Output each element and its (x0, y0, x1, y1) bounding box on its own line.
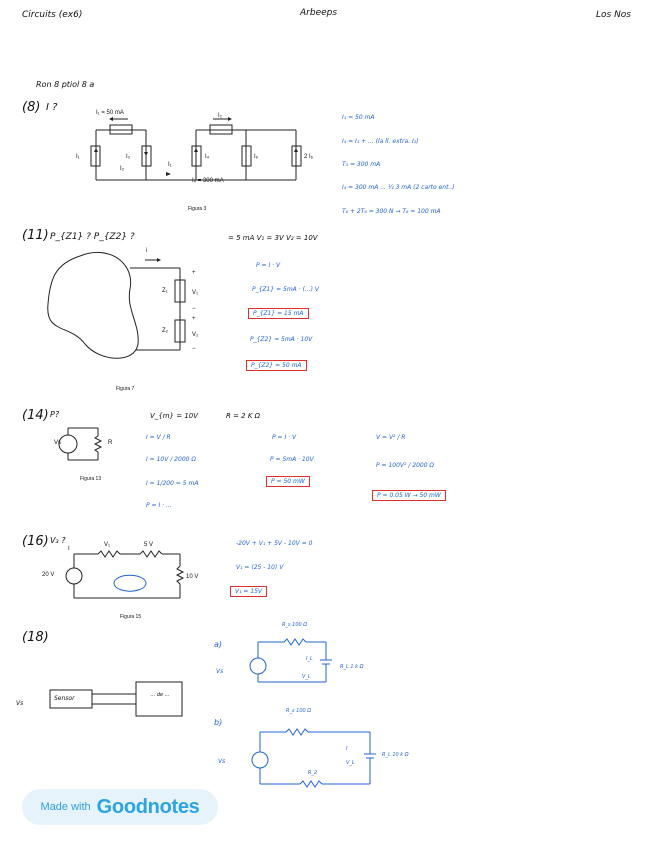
problem-number-8: (8) (22, 100, 41, 115)
label-minus-2: − (192, 346, 196, 352)
col3-14-2: P = 100V² / 2000 Ω (376, 462, 435, 469)
note-8-1: I₁ = 50 mA (342, 114, 375, 121)
note-16-1: -20V + V₁ + 5V - 10V = 0 (236, 540, 313, 547)
label-i4-value: I₄ = 300 mA (192, 178, 224, 184)
label-plus-1: + (192, 270, 196, 276)
label-20v-16: 20 V (42, 572, 55, 578)
col1-14-4: P = I · ... (146, 502, 172, 509)
label-i6: I₆ (254, 154, 259, 160)
given-11: = 5 mA V₁ = 3V V₂ = 10V (228, 234, 318, 242)
label-vl-18a: V_L (302, 674, 311, 680)
given-vs-14: V_{m} = 10V (150, 412, 199, 420)
label-r2-18b: R_2 (308, 770, 318, 776)
label-v1: V₁ (192, 290, 199, 296)
label-minus-1: − (192, 306, 196, 312)
label-i2: I₂ (120, 166, 124, 172)
label-rs-18b: R_s 100 Ω (286, 708, 312, 714)
label-z2: Z₂ (162, 328, 168, 334)
label-in: I₁ (168, 162, 172, 168)
header-left: Circuits (ex6) (22, 10, 83, 20)
label-vs-14: Vs (54, 440, 62, 446)
section-title: Ron 8 ptiol 8 a (36, 80, 95, 89)
note-8-4: I₄ = 300 mA ... ½ 3 mA (2 carto ent..) (342, 184, 455, 191)
label-vs-18a: Vs (216, 668, 224, 675)
col1-14-3: I = 1/200 = 5 mA (146, 480, 199, 487)
circuit-18a (240, 630, 370, 690)
col3-14-1: V = V² / R (376, 434, 406, 441)
problem-number-11: (11) (22, 228, 49, 243)
given-r-14: R = 2 K Ω (226, 412, 261, 420)
label-rs-18a: R_s 100 Ω (282, 622, 308, 628)
note-8-2: I₄ = I₁ + ... (la ll. extra. I₂) (342, 138, 419, 145)
subpart-a: a) (214, 640, 223, 649)
label-i-16: I (68, 546, 70, 552)
label-5v-16: 5 V (144, 542, 154, 548)
problem-number-14: (14) (22, 408, 49, 423)
circuit-figure-15 (60, 546, 200, 612)
label-10v-16: 10 V (186, 574, 199, 580)
subpart-b: b) (214, 718, 223, 727)
col2-14-2: P = 5mA · 10V (270, 456, 314, 463)
label-vs-18b: Vs (218, 758, 226, 765)
note-8-5: T₆ + 2T₆ = 300 N → T₆ = 100 mA (342, 208, 441, 215)
note-16-2: V₁ = (25 - 10) V (236, 564, 284, 571)
label-v1-16: V₁ (104, 542, 111, 548)
note-11-1: P = I · V (256, 262, 281, 269)
circuit-18b (240, 720, 390, 800)
col2-14-1: P = I · V (272, 434, 297, 441)
problem-number-16: (16) (22, 534, 49, 549)
answer-11-1: P_{Z1} = 15 mA (248, 308, 309, 319)
label-z1: Z₁ (162, 288, 168, 294)
label-r-14: R (108, 440, 113, 446)
figure-caption-13: Figura 13 (80, 476, 102, 482)
problem-question-8: I ? (46, 102, 58, 113)
header-right: Los Nos (596, 10, 631, 20)
label-i-11: i (146, 248, 148, 254)
problem-number-18: (18) (22, 630, 49, 645)
label-rl-18b: R_L 10 k Ω (382, 752, 409, 758)
circuit-figure-3 (70, 108, 310, 198)
label-2i6: 2 I₆ (304, 154, 314, 160)
col1-14-2: I = 10V / 2000 Ω (146, 456, 196, 463)
label-i4: I₄ (205, 154, 210, 160)
problem-question-16: V₃ ? (50, 536, 66, 545)
block-input: Vs (16, 700, 24, 707)
label-rl-18a: R_L 1 k Ω (340, 664, 364, 670)
note-11-2: P_{Z1} = 5mA · (...) V (252, 286, 319, 293)
block-sensor-label: Sensor (54, 695, 75, 702)
answer-14-1: P = 50 mW (266, 476, 310, 487)
figure-caption-7: Figura 7 (116, 386, 135, 392)
label-plus-2: + (192, 316, 196, 322)
label-i1-value: I₁ = 50 mA (96, 110, 124, 116)
made-with-label: Made with (40, 801, 91, 813)
label-vl-18b: V_L (346, 760, 355, 766)
circuit-figure-13 (46, 424, 116, 474)
goodnotes-watermark[interactable] (22, 789, 218, 825)
col1-14-1: I = V / R (146, 434, 171, 441)
label-il-18a: I_L (306, 656, 313, 662)
answer-14-2: P = 0.05 W → 50 mW (372, 490, 446, 501)
note-8-3: T₃ = 300 mA (342, 161, 381, 168)
block-output-label: ... de ... (150, 692, 170, 698)
answer-16: V₁ = 15V (230, 586, 267, 597)
label-i1: I₁ (76, 154, 80, 160)
problem-question-11: P_{Z1} ? P_{Z2} ? (50, 232, 135, 242)
figure-caption-3: Figura 3 (188, 206, 207, 212)
note-11-3: P_{Z2} = 5mA · 10V (250, 336, 313, 343)
figure-caption-15: Figura 15 (120, 614, 142, 620)
answer-11-2: P_{Z2} = 50 mA (246, 360, 307, 371)
goodnotes-logo: Goodnotes (96, 795, 200, 818)
header-center: Arbeeps (300, 8, 338, 18)
label-i-18b: I (346, 746, 348, 752)
label-v2: V₂ (192, 332, 199, 338)
problem-question-14: P? (50, 410, 60, 419)
label-i2-top: I₂ (218, 113, 222, 119)
label-i3: I₃ (126, 154, 131, 160)
